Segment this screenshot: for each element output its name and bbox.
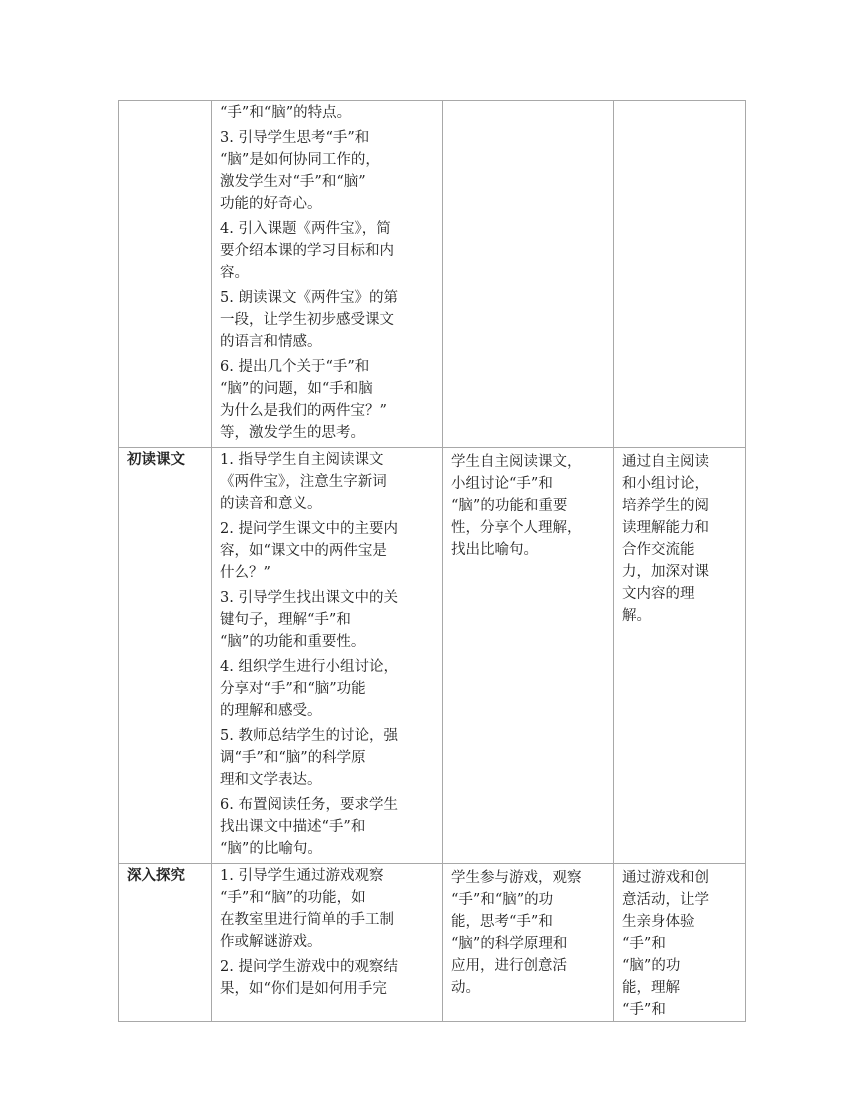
step-text: 2. 提问学生游戏中的观察结 果，如“你们是如何用手完 <box>220 959 398 997</box>
step-text: 2. 提问学生课文中的主要内 容，如“课文中的两件宝是 什么？” <box>220 521 398 581</box>
step-text: 3. 引导学生思考“手”和 “脑”是如何协同工作的， 激发学生对“手”和“脑” 功能的好奇心。 <box>220 130 380 212</box>
step-text: 5. 教师总结学生的讨论，强 调“手”和“脑”的科学原 理和文学表达。 <box>220 728 398 788</box>
stage-cell: 深入探究 <box>119 864 212 1022</box>
teacher-activity-cell <box>212 864 443 1022</box>
teacher-activity-cell <box>212 101 443 448</box>
step-text: 5. 朗读课文《两件宝》的第 一段，让学生初步感受课文 的语言和情感。 <box>220 290 398 350</box>
stage-cell: 初读课文 <box>119 448 212 864</box>
step-text: 6. 布置阅读任务，要求学生 找出课文中描述“手”和 “脑”的比喻句。 <box>220 797 398 857</box>
step-text: 6. 提出几个关于“手”和 “脑”的问题，如“手和脑 为什么是我们的两件宝？” 等，激发学生的思考。 <box>220 359 387 441</box>
stage-cell <box>119 101 212 448</box>
student-activity-cell: 学生自主阅读课文， 小组讨论“手”和 “脑”的功能和重要 性，分享个人理解， 找出比喻句。 <box>443 448 614 864</box>
table-row <box>119 448 746 864</box>
design-purpose-cell: 通过自主阅读 和小组讨论， 培养学生的阅 读理解能力和 合作交流能 力，加深对课 文内容的理 解。 <box>614 448 746 864</box>
step-text: 1. 指导学生自主阅读课文 《两件宝》，注意生字新词 的读音和意义。 <box>220 452 387 512</box>
step-text: 4. 引入课题《两件宝》，简 要介绍本课的学习目标和内 容。 <box>220 221 394 281</box>
student-activity-cell <box>443 101 614 448</box>
teacher-activity-cell <box>212 448 443 864</box>
step-text: “手”和“脑”的特点。 <box>220 105 352 121</box>
lesson-plan-table <box>118 100 746 1022</box>
table-row <box>119 864 746 1022</box>
design-purpose-cell: 通过游戏和创 意活动，让学 生亲身体验 “手”和 “脑”的功 能，理解 “手”和 <box>614 864 746 1022</box>
table-row <box>119 101 746 448</box>
design-purpose-cell <box>614 101 746 448</box>
step-text: 4. 组织学生进行小组讨论， 分享对“手”和“脑”功能 的理解和感受。 <box>220 659 398 719</box>
student-activity-cell: 学生参与游戏，观察 “手”和“脑”的功 能，思考“手”和 “脑”的科学原理和 应用，进行创意活 动。 <box>443 864 614 1022</box>
step-text: 1. 引导学生通过游戏观察 “手”和“脑”的功能，如 在教室里进行简单的手工制 作或解谜游戏。 <box>220 868 394 950</box>
step-text: 3. 引导学生找出课文中的关 键句子，理解“手”和 “脑”的功能和重要性。 <box>220 590 398 650</box>
